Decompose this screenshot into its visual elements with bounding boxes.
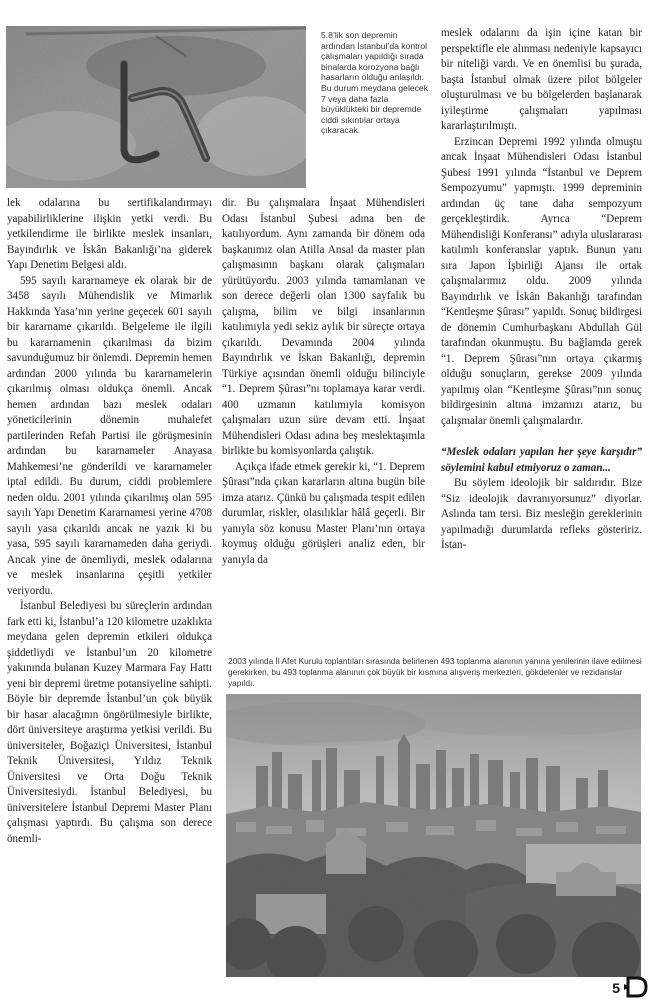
- paragraph: lek odalarına bu sertifikalandırmayı yapabilirliklerine ilişkin yetki verdi. Bu yetkilendirme ile birlikte meslek insanları, Bayındırlık ve İskân Bakanlığı’na giderek Yapı Denetim Belgesi aldı.: [7, 197, 212, 271]
- article-column-1: [7, 196, 212, 847]
- corroded-rebar-photo: [6, 26, 306, 188]
- paragraph: dir. Bu çalışmalara İnşaat Mühendisleri Odası İstanbul Şubesi adına ben de katılıyordum. Aynı zamanda bir dönem oda başkanımız olan Atilla Ansal da master plan çalışmasının başkanı olarak çalışmaları yürütüyordu. 2003 yılında tamamlanan ve son derece değerli olan 1300 sayfalık bu çalışma, bilim ve bilgi insanlarının katılımıyla yedi sekiz aylık bir süreçte ortaya çıkarıldı. Devamında 2004 yılında Bayındırlık ve İskan Bakanlığı, depremin Türkiye açısından önemli olduğu bilinciyle “1. Deprem Şûrası”nı toplamaya karar verdi. 400 uzmanın katılımıyla komisyon çalışmaları uzun süre devam etti. İnşaat Mühendisleri Odası adına beş meslektaşımla birlikte bu komisyonlarda çalıştık.: [222, 197, 425, 457]
- section-heading-quote: “Meslek odaları yapılan her şeye karşıdır” söylemini kabul etmiyoruz o zaman...: [441, 446, 642, 474]
- istanbul-skyline-photo: [226, 694, 641, 977]
- paragraph: Erzincan Depremi 1992 yılında olmuştu ancak İnşaat Mühendisleri Odası İstanbul Şubesi 1991 yılında “İstanbul ve Deprem Sempozyumu” yapmıştı. 1999 depreminin ardından üç tane daha sempozyum gerçekleştirdik. Ayrıca “Deprem Mühendisliği Konferansı” adıyla uluslararası katılımlı konferanslar yaptık. Bunun yanı sıra Japon İşbirliği Ajansı ile ortak çalışmalarımız oldu. 2009 yılında Bayındırlık ve İskân Bakanlığı tarafından “Kentleşme Şûrası” yapıldı. Sonuç bildirgesi de dönemin Cumhurbaşkanı Abdullah Gül tarafından okunmuştu. Bu bağlamda gerek “1. Deprem Şûrası”nın ortaya çıkarmış olduğu sonuçların, gerekse 2009 yılında yapılmış olan “Kentleşme Şûrası”nın sonuç bildirgesinin altına imzamızı atarız, bu çalışmalar önemli çalışmalardır.: [441, 135, 642, 427]
- magazine-logo-icon: [624, 976, 650, 998]
- page-number: 5: [612, 980, 620, 996]
- article-column-2: [222, 196, 425, 568]
- paragraph: Bu söylem ideolojik bir saldırıdır. Bize “Siz ideolojik davranıyorsunuz” diyorlar. Aslında tam tersi. Biz mesleğin gereklerinin yapılmadığı durumlarda refleks gösteririz. İstan-: [441, 477, 642, 551]
- paragraph: Açıkça ifade etmek gerekir ki, “1. Deprem Şûrası”nda çıkan kararların altına bugün bile imza atarız. Çünkü bu çalışmada tespit edilen durumlar, riskler, olasılıklar hâlâ geçerli. Bir yanıyla söz konusu Master Planı’nın ortaya koymuş olduğu görüşleri analiz eden, bir yanıyla da: [222, 460, 425, 566]
- paragraph: meslek odalarını da işin içine katan bir perspektifle ele alınması nedeniyle kapsayıcı bir niteliği vardı. Ve en önemlisi bu şurada, başta İstanbul olmak üzere pilot bölgeler oluşturulması ve bu bölgelerden başlanarak iyileştirme çalışmaları yapılması kararlaştırılmıştı.: [441, 27, 642, 132]
- article-column-3: [441, 26, 642, 554]
- paragraph: 595 sayılı kararnameye ek olarak bir de 3458 sayılı Mühendislik ve Mimarlık Hakkında Yasa’nın yerine geçecek 601 sayılı bir kararname çıkarıldı. Belgeleme ile ilgili bu kararnamenin çıkarılması da bizim savunduğumuz bir önlemdi. Depremin hemen ardından 2000 yılında bu kararnamelerin çıkarılmış olması oldukça önemli. Ancak hemen ardından bazı meslek odaları yöneticilerinin dönemin muhalefet partilerinden Refah Partisi ile görüşmesinin ardından bu kararnameler Anayasa Mahkemesi’ne gönderildi ve kararnameler iptal edildi. Bu durum, ciddi problemlere neden oldu. 2001 yılında çıkarılmış olan 595 sayılı Yapı Denetim Kararnamesi yerine 4708 sayılı yasa çıkarıldı ancak ne yazık ki bu yasa, 595 sayılı kararnameden daha geriydi. Ancak yine de önemliydi, meslek odalarına ve meslek insanlarına çeşitli yetkiler veriyordu.: [7, 274, 212, 597]
- photo-caption-bottom: 2003 yılında İl Afet Kurulu toplantıları sırasında belirlenen 493 toplanma alanının yanına yenilerinin ilave edilmesi gerekirken, bu 493 toplanma alanının çok büyük bir kısmına alışveriş merkezleri, gökdelenler ve rezidanslar yapıldı.: [228, 656, 642, 688]
- paragraph: İstanbul Belediyesi bu süreçlerin ardından fark etti ki, İstanbul’a 120 kilometre uzaklıkta meydana gelen depremin etkileri oldukça şiddetliydi ve İstanbul’un 20 kilometre yakınında bulanan Kuzey Marmara Fay Hattı yeni bir depremi üretme potansiyeline sahipti. Böyle bir depremde İstanbul’un çok büyük bir hasar alacağının öngörülmesiyle birlikte, dört üniversiteye araştırma yetkisi verildi. Bu üniversiteler, Boğaziçi Üniversitesi, İstanbul Teknik Üniversitesi, Yıldız Teknik Üniversitesi ve Orta Doğu Teknik Üniversitesiydi. İstanbul Belediyesi, bu üniversitelere İstanbul Depremi Master Planı çalışması yaptırdı. Bu çalışma son derece önemli-: [7, 600, 212, 845]
- photo-caption-top: 5.8’lik son depremin ardından İstanbul’da kontrol çalışmaları yapıldığı sırada binalarda korozyona bağlı hasarların olduğu anlaşıldı. Bu durum meydana gelecek 7 veya daha fazla büyüklükteki bir depremde ciddi sıkıntılar ortaya çıkaracak.: [321, 30, 429, 136]
